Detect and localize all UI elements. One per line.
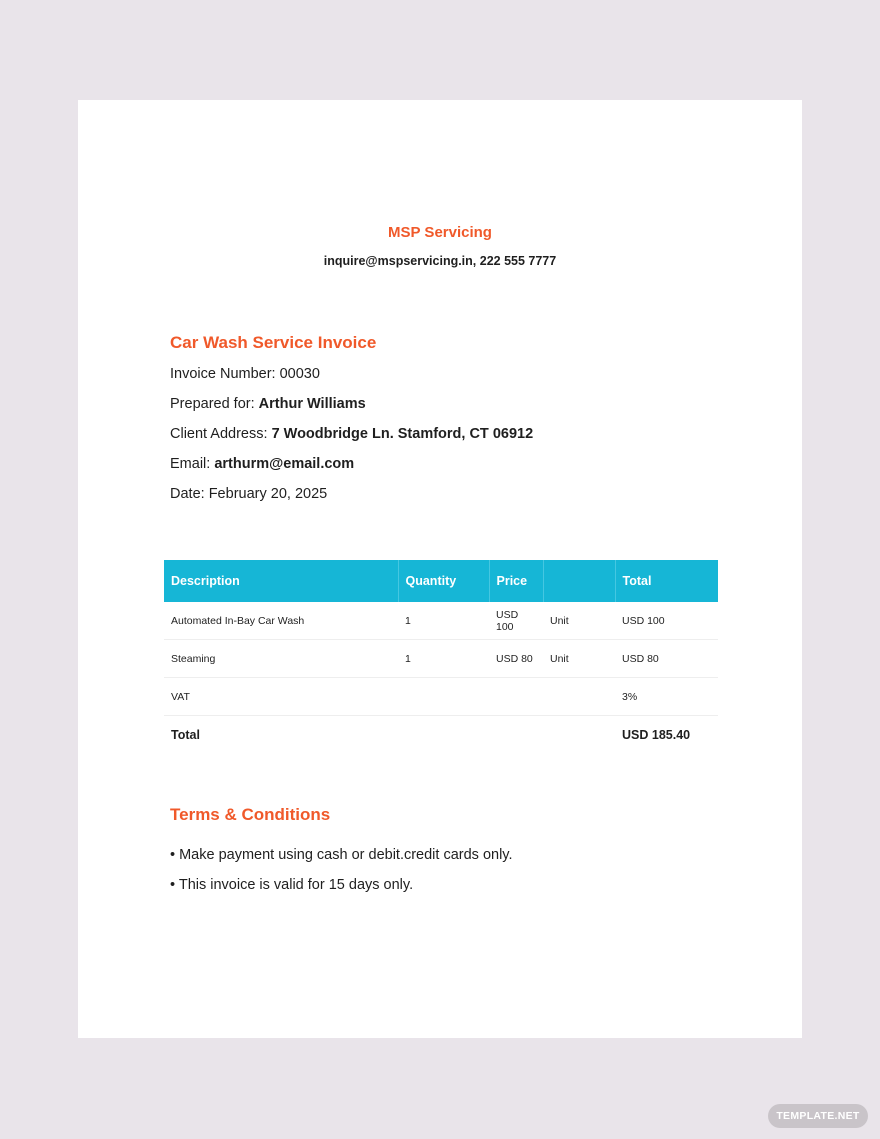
prepared-for-value: Arthur Williams (258, 396, 366, 412)
email-line (170, 456, 354, 472)
row-description: VAT (164, 678, 398, 716)
client-address-value: 7 Woodbridge Ln. Stamford, CT 06912 (271, 426, 534, 442)
header-quantity: Quantity (398, 560, 489, 602)
table-row (164, 602, 718, 640)
header-price: Price (489, 560, 543, 602)
header-description: Description (164, 560, 398, 602)
table-row (164, 678, 718, 716)
row-description: Steaming (164, 640, 398, 678)
company-name: MSP Servicing (388, 224, 492, 241)
row-price: USD 100 (489, 602, 543, 640)
invoice-title: Car Wash Service Invoice (170, 333, 377, 352)
date-label: Date: (170, 486, 205, 502)
table-header-row (164, 560, 718, 602)
row-price: USD 80 (489, 640, 543, 678)
row-unit: Unit (543, 640, 615, 678)
row-total: USD 80 (615, 640, 718, 678)
header-unit (543, 560, 615, 602)
email-value: arthurm@email.com (214, 456, 355, 472)
header-total: Total (622, 574, 652, 588)
client-address-label: Client Address: (170, 426, 268, 442)
company-contact: inquire@mspservicing.in, 222 555 7777 (323, 254, 557, 268)
invoice-table (164, 560, 718, 753)
row-quantity: 1 (398, 640, 489, 678)
row-unit (543, 678, 615, 716)
row-price (489, 678, 543, 716)
row-total: 3% (615, 678, 718, 716)
client-address-line (170, 426, 533, 442)
invoice-number-label: Invoice Number: (170, 366, 276, 382)
email-label: Email: (170, 456, 211, 472)
row-total: USD 100 (615, 602, 718, 640)
table-row (164, 640, 718, 678)
invoice-page (78, 100, 802, 1038)
terms-title: Terms & Conditions (170, 805, 331, 824)
date-value: February 20, 2025 (208, 486, 328, 502)
date-line (170, 486, 327, 502)
prepared-for-line (170, 396, 366, 412)
row-quantity (398, 678, 489, 716)
invoice-table-wrapper (164, 560, 718, 753)
table-total-row (164, 716, 718, 754)
total-label: Total (171, 727, 200, 742)
prepared-for-label: Prepared for: (170, 396, 255, 412)
terms-item: • This invoice is valid for 15 days only. (170, 877, 414, 893)
terms-item: • Make payment using cash or debit.credit cards only. (170, 847, 513, 863)
total-value: USD 185.40 (622, 727, 691, 742)
row-description: Automated In-Bay Car Wash (164, 602, 398, 640)
invoice-number-value: 00030 (279, 366, 320, 382)
template-net-badge[interactable]: TEMPLATE.NET (768, 1104, 868, 1128)
row-quantity: 1 (398, 602, 489, 640)
row-unit: Unit (543, 602, 615, 640)
invoice-number-line (170, 366, 320, 382)
